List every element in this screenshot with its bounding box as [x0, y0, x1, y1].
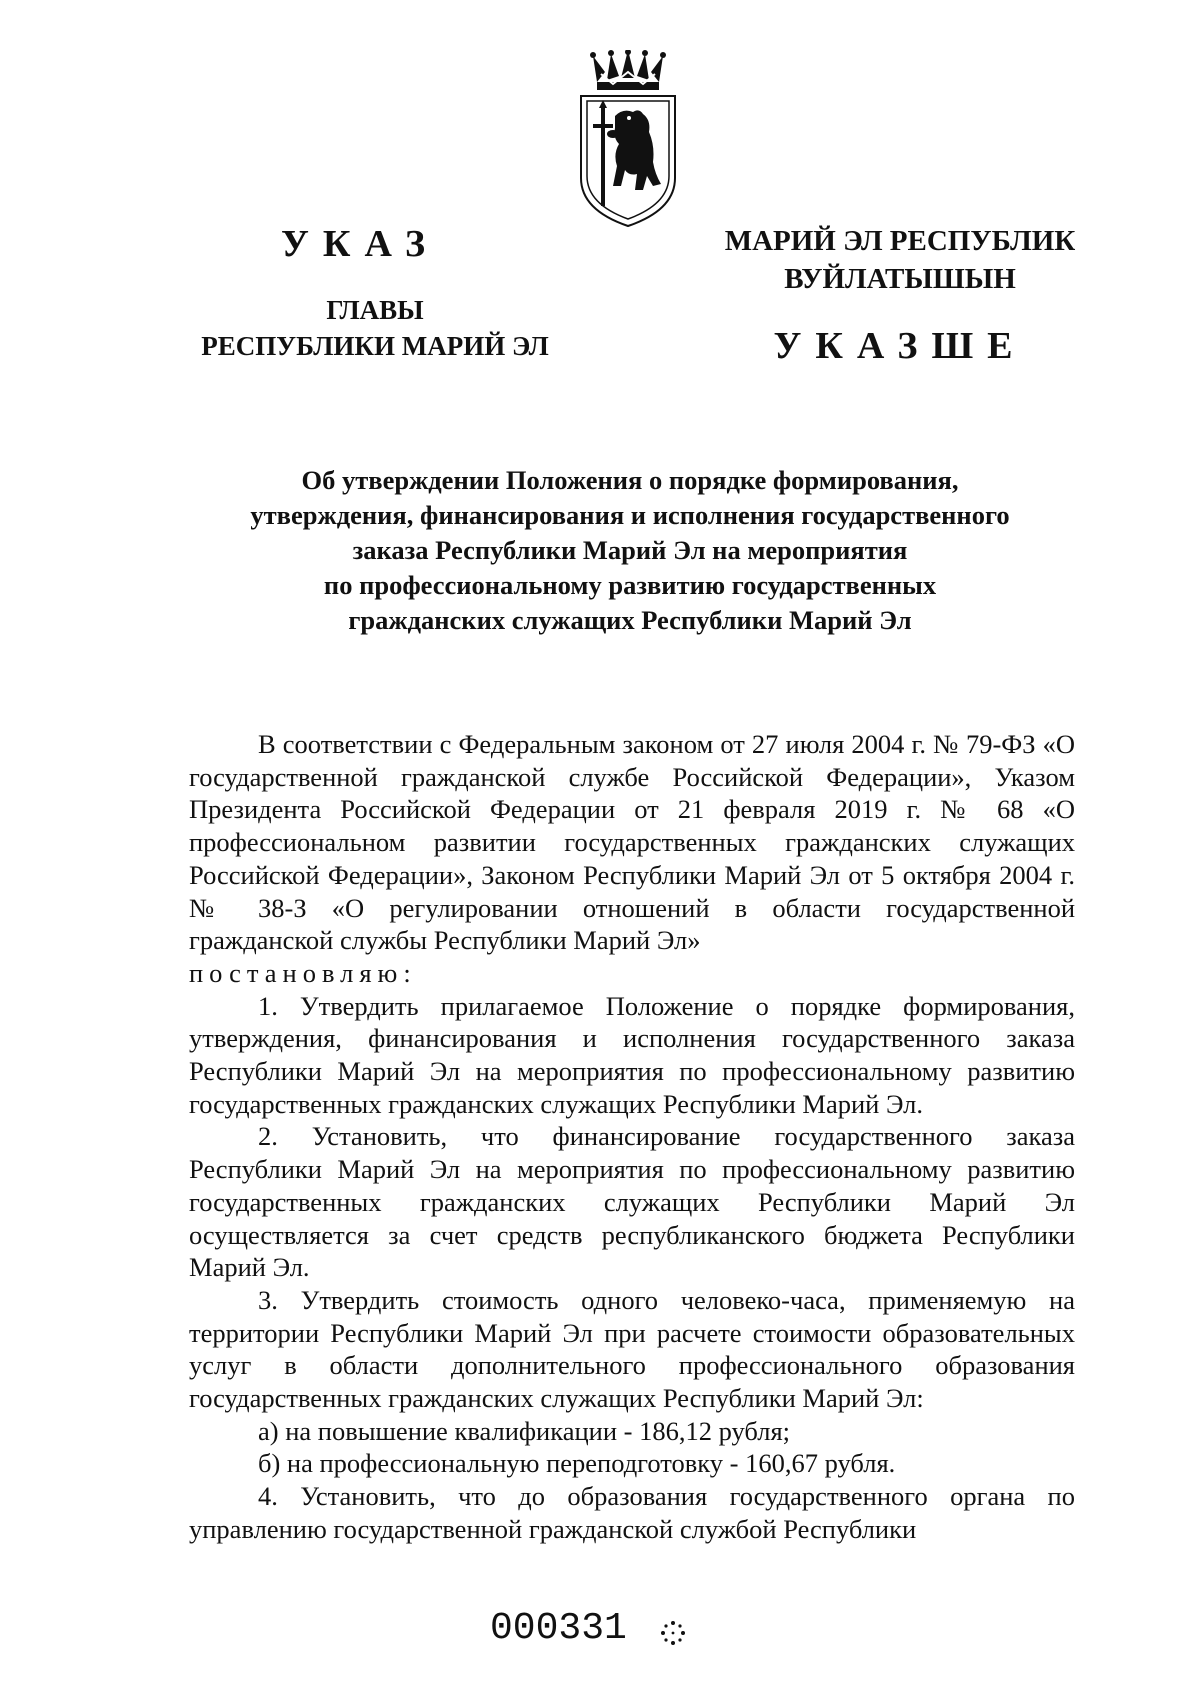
asterisk-mark-icon [660, 1620, 686, 1646]
decree-title-mari: УКАЗШЕ [773, 325, 1027, 367]
decree-issuer-line: МАРИЙ ЭЛ РЕСПУБЛИК [724, 225, 1076, 257]
coat-of-arms-emblem [573, 50, 683, 232]
title-line: заказа Республики Марий Эл на мероприятия [352, 535, 908, 565]
paragraph-3b: б) на профессиональную переподготовку - 160,67 рубля. [258, 1448, 896, 1479]
decree-issuer-ru [150, 292, 600, 364]
intro-paragraph: В соответствии с Федеральным законом от 27 июля 2004 г. № 79-ФЗ «О государственной гражданской службе Российской Федерации», Указом Президента Российской Федерации от 21 февраля 2019 г. № 68 «О профессиональном развитии государственных гражданских служащих Российской Федерации», Законом Республики Марий Эл от 5 октября 2004 г. № 38-З «О регулировании отношений в области государственной гражданской службы Республики Марий Эл» [189, 729, 1075, 956]
title-line: гражданских служащих Республики Марий Эл [348, 605, 912, 635]
decree-issuer-mari [690, 222, 1110, 298]
document-title [190, 463, 1070, 638]
document-serial-number: 000331 [490, 1607, 627, 1650]
decree-issuer-line: ВУЙЛАТЫШЫН [784, 263, 1016, 295]
decree-word: постановляю: [189, 957, 417, 988]
paragraph-3a: а) на повышение квалификации - 186,12 рубля; [258, 1415, 790, 1446]
title-line: Об утверждении Положения о порядке формирования, [301, 465, 959, 495]
title-line: по профессиональному развитию государственных [323, 570, 937, 600]
paragraph-1: 1. Утвердить прилагаемое Положение о порядке формирования, утверждения, финансирования и исполнения государственного заказа Республики Марий Эл на мероприятия по профессиональному развитию государственных гражданских служащих Республики Марий Эл. [189, 990, 1075, 1119]
paragraph-4: 4. Установить, что до образования государственного органа по управлению государственной гражданской службой Республики [189, 1481, 1075, 1544]
decree-issuer-line: ГЛАВЫ [326, 295, 424, 325]
paragraph-2: 2. Установить, что финансирование государственного заказа Республики Марий Эл на мероприятия по профессиональному развитию государственных гражданских служащих Республики Марий Эл осуществляется за счет средств республиканского бюджета Республики Марий Эл. [189, 1121, 1075, 1283]
decree-issuer-line: РЕСПУБЛИКИ МАРИЙ ЭЛ [201, 331, 549, 361]
paragraph-3: 3. Утвердить стоимость одного человеко-часа, применяемую на территории Республики Марий Эл при расчете стоимости образовательных услуг в области дополнительного профессионального образования государственных гражданских служащих Республики Марий Эл: [189, 1284, 1075, 1414]
document-body [189, 728, 1075, 1546]
title-line: утверждения, финансирования и исполнения государственного [250, 500, 1010, 530]
decree-title-ru: УКАЗ [281, 223, 439, 265]
